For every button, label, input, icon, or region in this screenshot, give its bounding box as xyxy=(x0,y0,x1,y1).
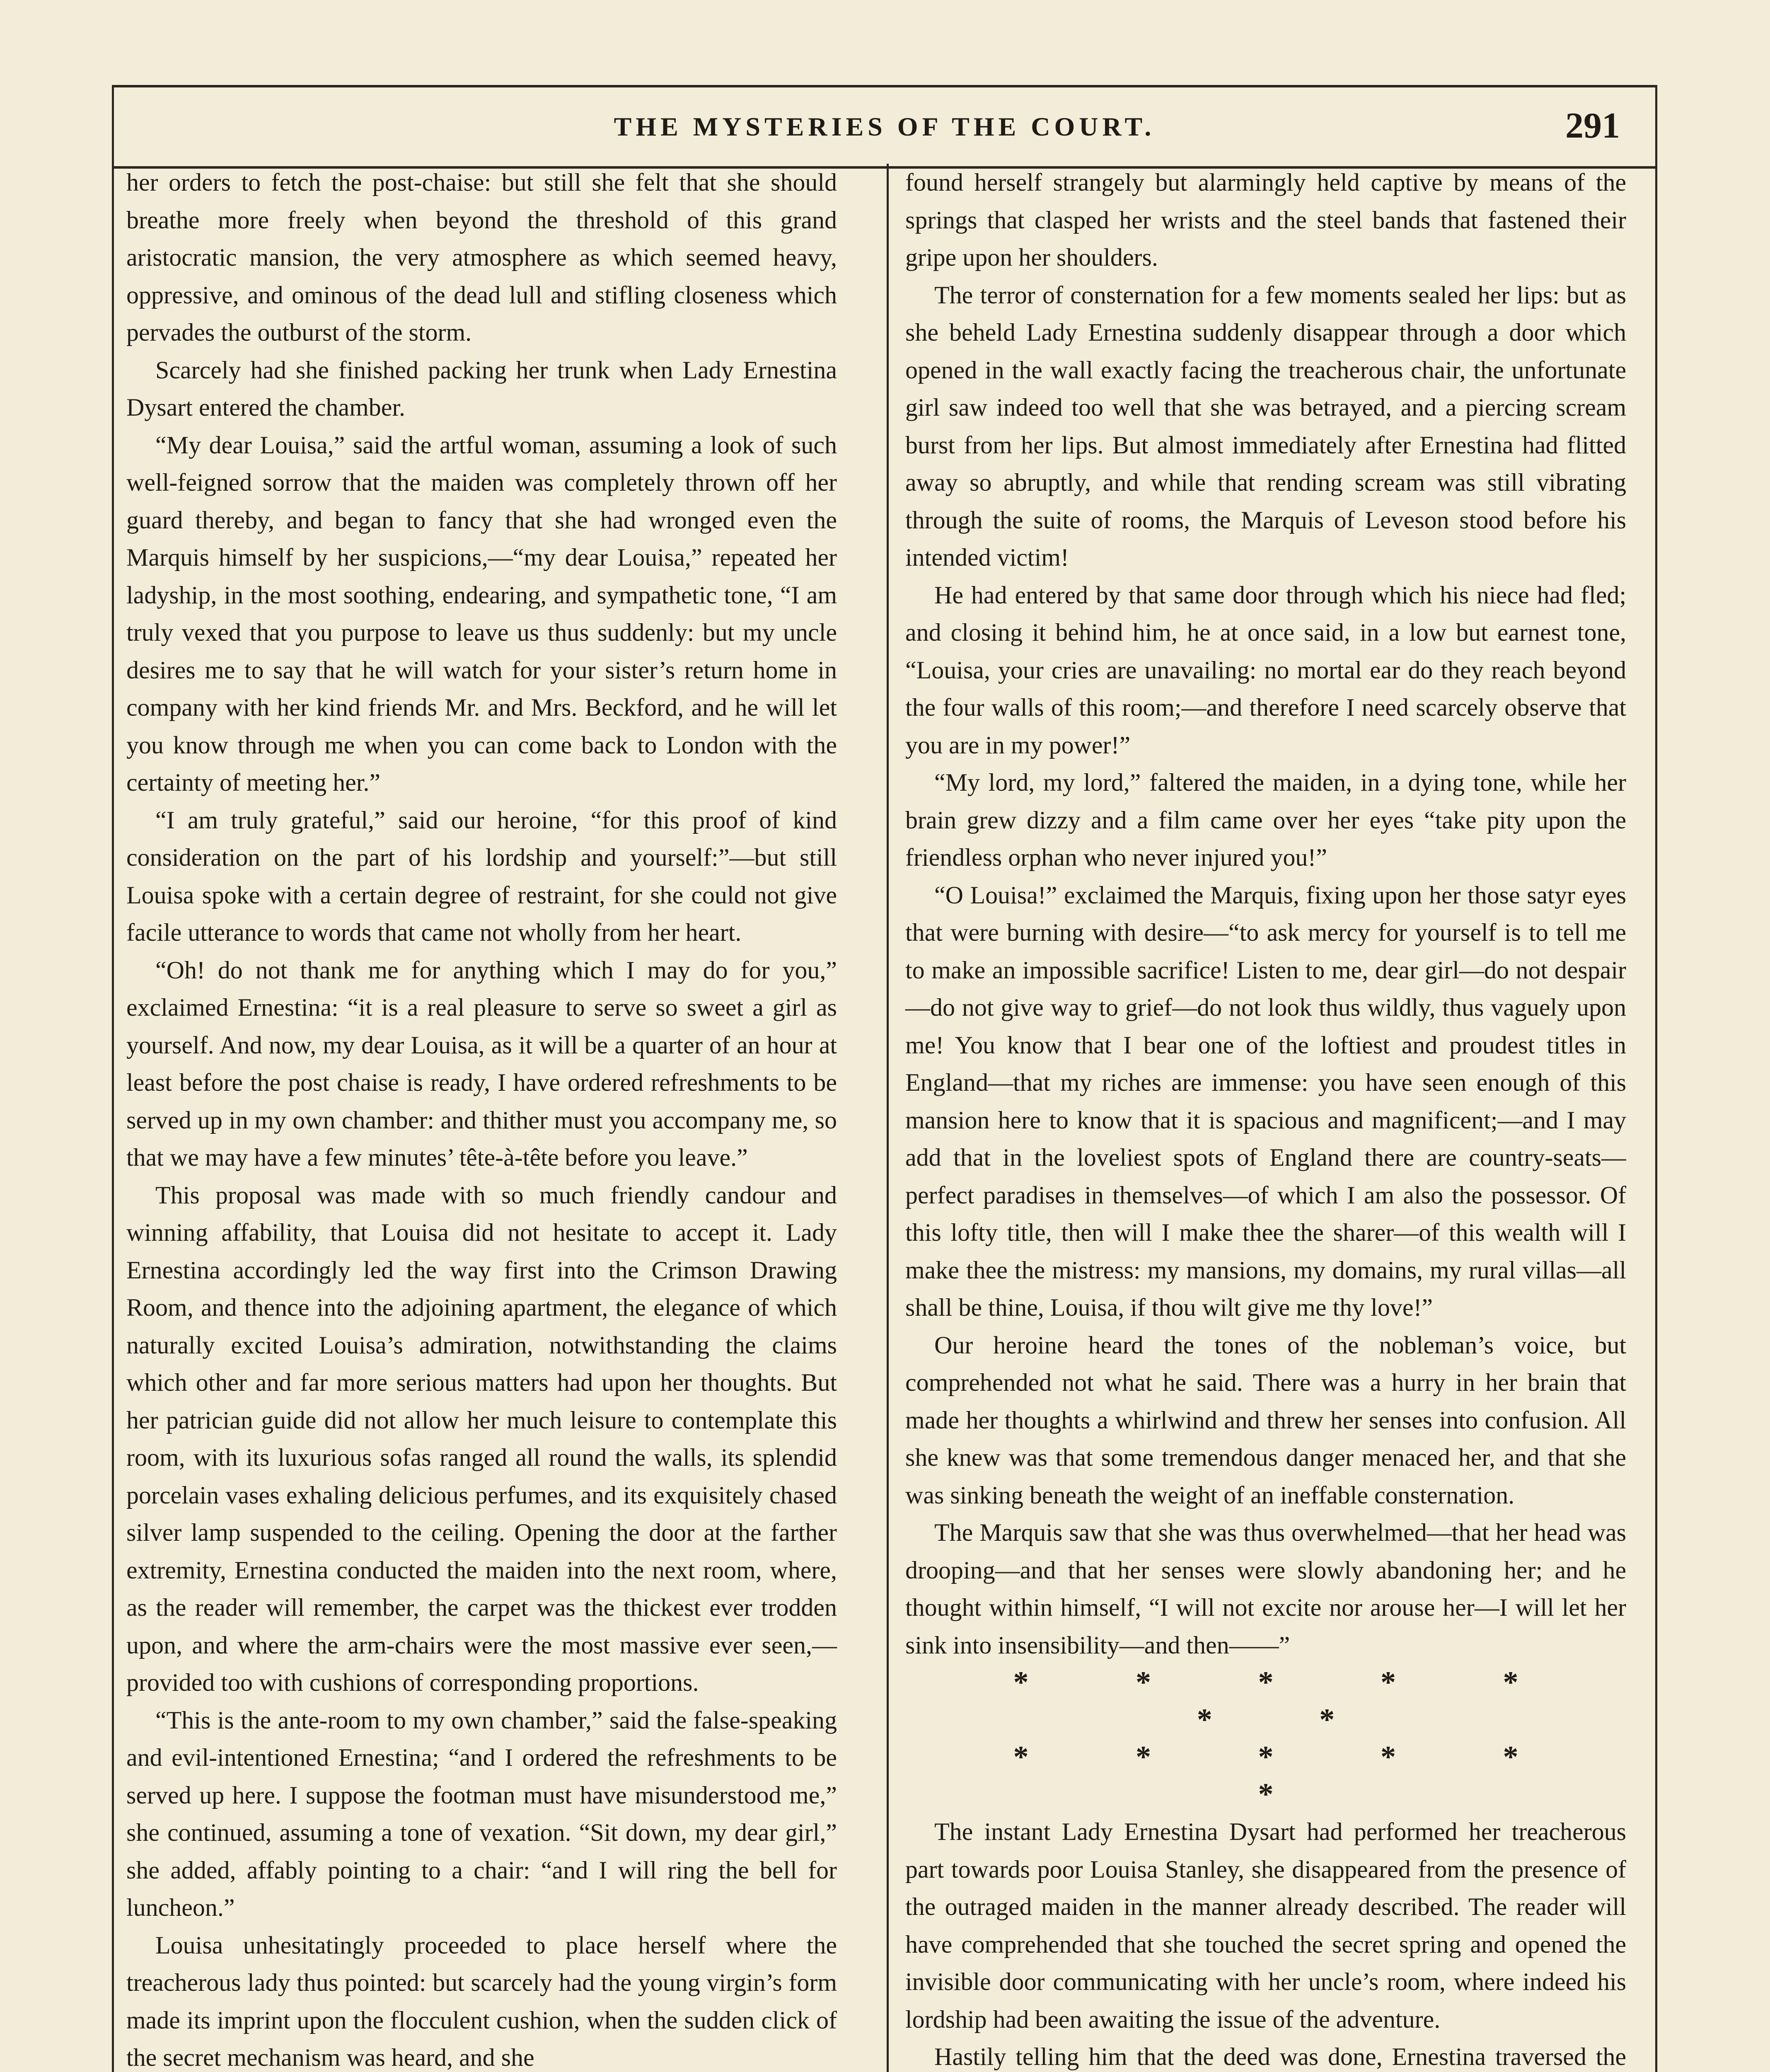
paragraph: “My dear Louisa,” said the artful woman, assuming a look of such well-feigned sorrow that the maiden was completely thrown off her guard thereby, and began to fancy that she had wronged even the Marquis himself by her suspicions,—“my dear Louisa,” repeated her ladyship, in the most soothing, endearing, and sympathetic tone, “I am truly vexed that you purpose to leave us thus suddenly: but my uncle desires me to say that he will watch for your sister’s return home in company with her kind friends Mr. and Mrs. Beckford, and he will let you know through me when you can come back to London with the certainty of meeting her.” xyxy=(126,431,837,796)
right-column xyxy=(893,164,1626,2072)
paragraph: her orders to fetch the post-chaise: but still she felt that she should breathe more freely when beyond the threshold of this grand aristocratic mansion, the very atmosphere as which seemed heavy, oppressive, and ominous of the dead lull and stifling closeness which pervades the outburst of the storm. xyxy=(126,169,837,346)
paragraph: He had entered by that same door through which his niece had fled; and closing it behind him, he at once said, in a low but earnest tone, “Louisa, your cries are unavailing: no mortal ear do they reach beyond the four walls of this room;—and therefore I need scarcely observe that you are in my power!” xyxy=(905,581,1626,759)
paragraph: “Oh! do not thank me for anything which I may do for you,” exclaimed Ernestina: “it is a real pleasure to serve so sweet a girl as yourself. And now, my dear Louisa, as it will be a quarter of an hour at least before the post chaise is ready, I have ordered refreshments to be served up in my own chamber: and thither must you accompany me, so that we may have a few minutes’ tête-à-tête before you leave.” xyxy=(126,956,837,1171)
paragraph: The instant Lady Ernestina Dysart had performed her treacherous part towards poor Louisa Stanley, she disappeared from the presence of the outraged maiden in the manner already described. The reader will have comprehended that she touched the secret spring and opened the invisible door communicating with her uncle’s room, where indeed his lordship had been awaiting the issue of the adventure. xyxy=(905,1818,1626,2033)
paragraph: The Marquis saw that she was thus overwhelmed—that her head was drooping—and that her senses were slowly abandoning her; and he thought within himself, “I will not excite nor arouse her—I will let her sink into insensibility—and then——” xyxy=(905,1519,1626,1659)
paragraph: Louisa unhesitatingly proceeded to place herself where the treacherous lady thus pointed: but scarcely had the young virgin’s form made its imprint upon the flocculent cushion, when the sudden click of the secret mechanism was heard, and she xyxy=(126,1931,837,2071)
section-break-stars: * * * * * * xyxy=(1013,1740,1568,1811)
paragraph: “This is the ante-room to my own chamber,” said the false-speaking and evil-intentioned Ernestina; “and I ordered the refreshments to be served up here. I suppose the footman must have misunderstood me,” she continued, assuming a tone of vexation. “Sit down, my dear girl,” she added, affably pointing to a chair: “and I will ring the bell for luncheon.” xyxy=(126,1706,837,1921)
column-divider xyxy=(887,164,889,2072)
section-break-stars: * * * * * * * xyxy=(1013,1665,1568,1737)
running-header xyxy=(112,85,1657,169)
paragraph: Scarcely had she finished packing her trunk when Lady Ernestina Dysart entered the chamber. xyxy=(126,356,837,421)
paragraph: “O Louisa!” exclaimed the Marquis, fixing upon her those satyr eyes that were burning with desire—“to ask mercy for yourself is to tell me to make an impossible sacrifice! Listen to me, dear girl—do not despair—do not give way to grief—do not look thus wildly, thus vaguely upon me! You know that I bear one of the loftiest and proudest titles in England—that my riches are immense: you have seen enough of this mansion here to know that it is spacious and magnificent;—and I may add that in the loveliest spots of England there are country-seats—perfect paradises in themselves—of which I am also the possessor. Of this lofty title, then will I make thee the sharer—of this wealth will I make thee the mistress: my mansions, my domains, my rural villas—all shall be thine, Louisa, if thou wilt give me thy love!” xyxy=(905,881,1626,1321)
paragraph: “I am truly grateful,” said our heroine, “for this proof of kind consideration on the part of his lordship and yourself:”—but still Louisa spoke with a certain degree of restraint, for she could not give facile utterance to words that came not wholly from her heart. xyxy=(126,806,837,946)
left-column xyxy=(126,164,860,2072)
paragraph: “My lord, my lord,” faltered the maiden, in a dying tone, while her brain grew dizzy and a film came over her eyes “take pity upon the friendless orphan who never injured you!” xyxy=(905,769,1626,871)
paragraph: found herself strangely but alarmingly held captive by means of the springs that clasped her wrists and the steel bands that fastened their gripe upon her shoulders. xyxy=(905,169,1626,271)
paragraph: Our heroine heard the tones of the nobleman’s voice, but comprehended not what he said. There was a hurry in her brain that made her thoughts a whirlwind and threw her senses into confusion. All she knew was that some tremendous danger menaced her, and that she was sinking beneath the weight of an ineffable consternation. xyxy=(905,1331,1626,1509)
page-number: 291 xyxy=(1565,106,1620,146)
paragraph: This proposal was made with so much friendly candour and winning affability, that Louisa did not hesitate to accept it. Lady Ernestina accordingly led the way first into the Crimson Drawing Room, and thence into the adjoining apartment, the elegance of which naturally excited Louisa’s admiration, notwithstanding the claims which other and far more serious matters had upon her thoughts. But her patrician guide did not allow her much leisure to contemplate this room, with its luxurious sofas ranged all round the walls, its splendid porcelain vases exhaling delicious perfumes, and its exquisitely chased silver lamp suspended to the ceiling. Opening the door at the farther extremity, Ernestina conducted the maiden into the next room, where, as the reader will remember, the carpet was the thickest ever trodden upon, and where the arm-chairs were the most massive ever seen,—provided too with cushions of corresponding proportions. xyxy=(126,1181,837,1696)
running-title: THE MYSTERIES OF THE COURT. xyxy=(614,112,1156,141)
paragraph: The terror of consternation for a few moments sealed her lips: but as she beheld Lady Ernestina suddenly disappear through a door which opened in the wall exactly facing the treacherous chair, the unfortunate girl saw indeed too well that she was betrayed, and a piercing scream burst from her lips. But almost immediately after Ernestina had flitted away so abruptly, and while that rending scream was still vibrating through the suite of rooms, the Marquis of Leveson stood before his intended victim! xyxy=(905,281,1626,571)
paragraph: Hastily telling him that the deed was done, Ernestina traversed the xyxy=(934,2043,1626,2070)
